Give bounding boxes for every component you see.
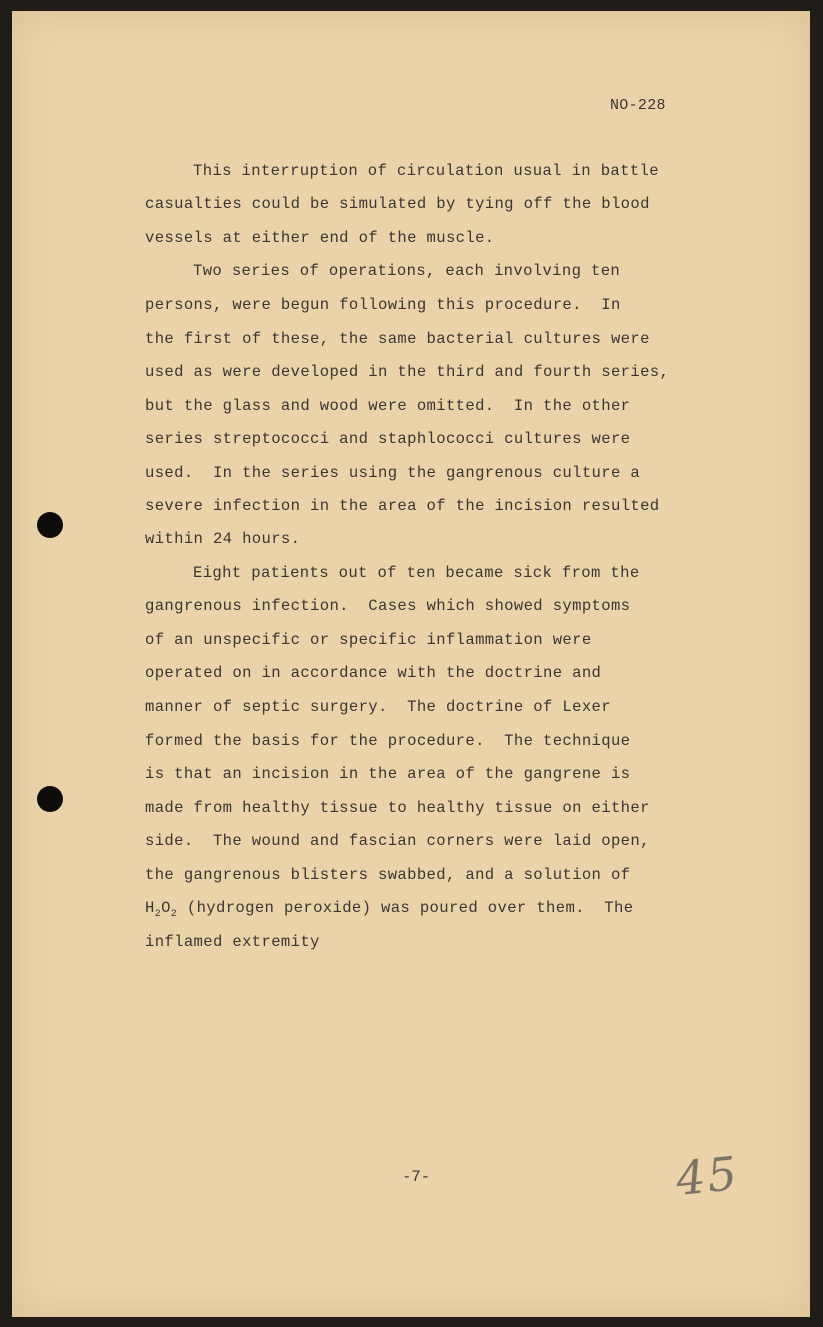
text-line: is that an incision in the area of the gangrene is	[145, 765, 631, 783]
text-line: the first of these, the same bacterial cultures were	[145, 330, 650, 348]
text-line: manner of septic surgery. The doctrine of Lexer	[145, 698, 611, 716]
text-line: within 24 hours.	[145, 530, 301, 548]
document-reference: NO-228	[610, 97, 666, 114]
punch-hole	[37, 786, 63, 812]
text-line: side. The wound and fascian corners were laid open,	[145, 832, 650, 850]
text-line: formed the basis for the procedure. The technique	[145, 732, 631, 750]
text-line: gangrenous infection. Cases which showed symptoms	[145, 597, 631, 615]
formula-o: O	[161, 899, 171, 917]
text-line: used as were developed in the third and fourth series,	[145, 363, 670, 381]
formula-rest: (hydrogen peroxide) was poured over them. The	[177, 899, 634, 917]
formula-line	[145, 898, 633, 921]
text-line: Eight patients out of ten became sick from the	[193, 564, 640, 582]
text-line: the gangrenous blisters swabbed, and a solution of	[145, 866, 631, 884]
formula-h: H	[145, 899, 155, 917]
text-line: This interruption of circulation usual in battle	[193, 162, 659, 180]
text-line: severe infection in the area of the incision resulted	[145, 497, 660, 515]
text-line: series streptococci and staphlococci cultures were	[145, 430, 631, 448]
text-line: Two series of operations, each involving ten	[193, 262, 621, 280]
text-line: made from healthy tissue to healthy tissue on either	[145, 799, 650, 817]
formula-subscript: 2	[154, 909, 162, 920]
formula-subscript: 2	[170, 909, 178, 920]
text-line: inflamed extremity	[145, 933, 320, 951]
text-line: operated on in accordance with the doctrine and	[145, 664, 602, 682]
text-line: vessels at either end of the muscle.	[145, 229, 495, 247]
text-line: but the glass and wood were omitted. In the other	[145, 397, 631, 415]
page-number: -7-	[402, 1168, 431, 1186]
text-line: casualties could be simulated by tying off the blood	[145, 195, 650, 213]
text-line: persons, were begun following this procedure. In	[145, 296, 621, 314]
text-line: used. In the series using the gangrenous culture a	[145, 464, 641, 482]
document-page	[12, 11, 810, 1317]
handwritten-number: 45	[673, 1145, 742, 1207]
punch-hole	[37, 512, 63, 538]
text-line: of an unspecific or specific inflammation were	[145, 631, 592, 649]
